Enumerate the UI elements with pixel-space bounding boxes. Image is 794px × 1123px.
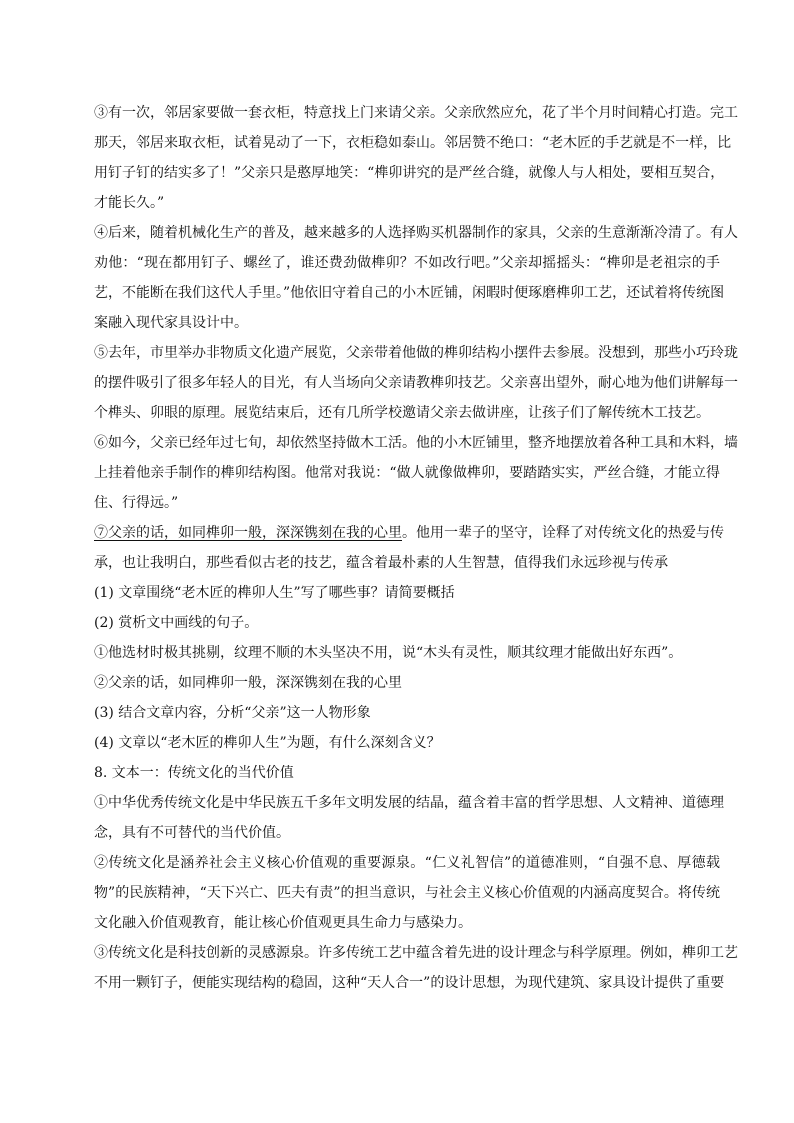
paragraph-6 (94, 428, 738, 518)
text-line: 才能长久。” (94, 195, 165, 211)
text-line: 承，也让我明白，那些看似古老的技艺，蕴含着最朴素的人生智慧，值得我们永远珍视与传承 (94, 555, 668, 571)
text-line: 的摆件吸引了很多年轻人的目光，有人当场向父亲请教榫卯技艺。父亲喜出望外，耐心地为他们讲解每一 (94, 375, 738, 391)
text-line: (3) 结合文章内容，分析“父亲”这一人物形象 (94, 705, 371, 721)
text-line: (4) 文章以“老木匠的榫卯人生”为题，有什么深刻含义？ (94, 735, 441, 751)
question-2-item-2 (94, 668, 720, 698)
text-line: 不用一颗钉子，便能实现结构的稳固，这种“天人合一”的设计思想，为现代建筑、家具设计提供了重要 (94, 975, 725, 991)
document-page (94, 98, 738, 998)
text-line: ⑥如今，父亲已经年过七旬，却依然坚持做木工活。他的小木匠铺里，整齐地摆放着各种工具和木料，墙 (94, 435, 738, 451)
text-line: ⑤去年，市里举办非物质文化遗产展览，父亲带着他做的榫卯结构小摆件去参展。没想到，那些小巧玲珑 (94, 345, 738, 361)
text-line: 8. 文本一：传统文化的当代价值 (94, 765, 294, 781)
underlined-sentence: ⑦父亲的话，如同榫卯一般，深深镌刻在我的心里 (94, 525, 402, 541)
question-1 (94, 578, 720, 608)
text-line: 念，具有不可替代的当代价值。 (94, 825, 290, 841)
paragraph-3 (94, 98, 738, 218)
text-line: ②父亲的话，如同榫卯一般，深深镌刻在我的心里 (94, 675, 402, 691)
text-line: ③传统文化是科技创新的灵感源泉。许多传统工艺中蕴含着先进的设计理念与科学原理。例如，榫卯工艺 (94, 945, 738, 961)
question-3 (94, 698, 720, 728)
text-line: ③有一次，邻居家要做一套衣柜，特意找上门来请父亲。父亲欣然应允，花了半个月时间精心打造。完工 (94, 105, 738, 121)
text-line (94, 518, 724, 548)
text-line: 案融入现代家具设计中。 (94, 315, 248, 331)
text-line: 住、行得远。” (94, 495, 179, 511)
paragraph-5 (94, 338, 738, 428)
text-line: 物”的民族精神，“天下兴亡、匹夫有责”的担当意识，与社会主义核心价值观的内涵高度契合。将传统 (94, 885, 720, 901)
text-line: 文化融入价值观教育，能让核心价值观更具生命力与感染力。 (94, 915, 472, 931)
question-4 (94, 728, 720, 758)
text-line: 个榫头、卯眼的原理。展览结束后，还有几所学校邀请父亲去做讲座，让孩子们了解传统木工技艺。 (94, 405, 710, 421)
section-8-title (94, 758, 720, 788)
paragraph-7 (94, 518, 724, 578)
text-line: 那天，邻居来取衣柜，试着晃动了一下，衣柜稳如泰山。邻居赞不绝口：“老木匠的手艺就是不一样，比 (94, 135, 732, 151)
text-line: (2) 赏析文中画线的句子。 (94, 615, 259, 631)
text-line: 用钉子钉的结实多了！”父亲只是憨厚地笑：“榫卯讲究的是严丝合缝，就像人与人相处，要相互契合， (94, 165, 725, 181)
text-line: ④后来，随着机械化生产的普及，越来越多的人选择购买机器制作的家具，父亲的生意渐渐冷清了。有人 (94, 225, 738, 241)
section-8-paragraph-2 (94, 848, 720, 938)
text-line: ①他选材时极其挑剔，纹理不顺的木头坚决不用，说“木头有灵性，顺其纹理才能做出好东西”。 (94, 645, 683, 661)
section-8-paragraph-3 (94, 938, 738, 998)
question-2-item-1 (94, 638, 720, 668)
question-2 (94, 608, 720, 638)
text-line: 劝他：“现在都用钉子、螺丝了，谁还费劲做榫卯？不如改行吧。”父亲却摇摇头：“榫卯是老祖宗的手 (94, 255, 720, 271)
paragraph-4 (94, 218, 738, 338)
text-line: ①中华优秀传统文化是中华民族五千多年文明发展的结晶，蕴含着丰富的哲学思想、人文精神、道德理 (94, 795, 724, 811)
text-line: ②传统文化是涵养社会主义核心价值观的重要源泉。“仁义礼智信”的道德准则，“自强不息、厚德载 (94, 855, 720, 871)
text-span: 。他用一辈子的坚守，诠释了对传统文化的热爱与传 (402, 525, 724, 541)
text-line: 艺，不能断在我们这代人手里。”他依旧守着自己的小木匠铺，闲暇时便琢磨榫卯工艺，还试着将传统图 (94, 285, 725, 301)
text-line: 上挂着他亲手制作的榫卯结构图。他常对我说：“做人就像做榫卯，要踏踏实实，严丝合缝，才能立得 (94, 465, 720, 481)
text-line: (1) 文章围绕“老木匠的榫卯人生”写了哪些事？请简要概括 (94, 585, 455, 601)
section-8-paragraph-1 (94, 788, 724, 848)
